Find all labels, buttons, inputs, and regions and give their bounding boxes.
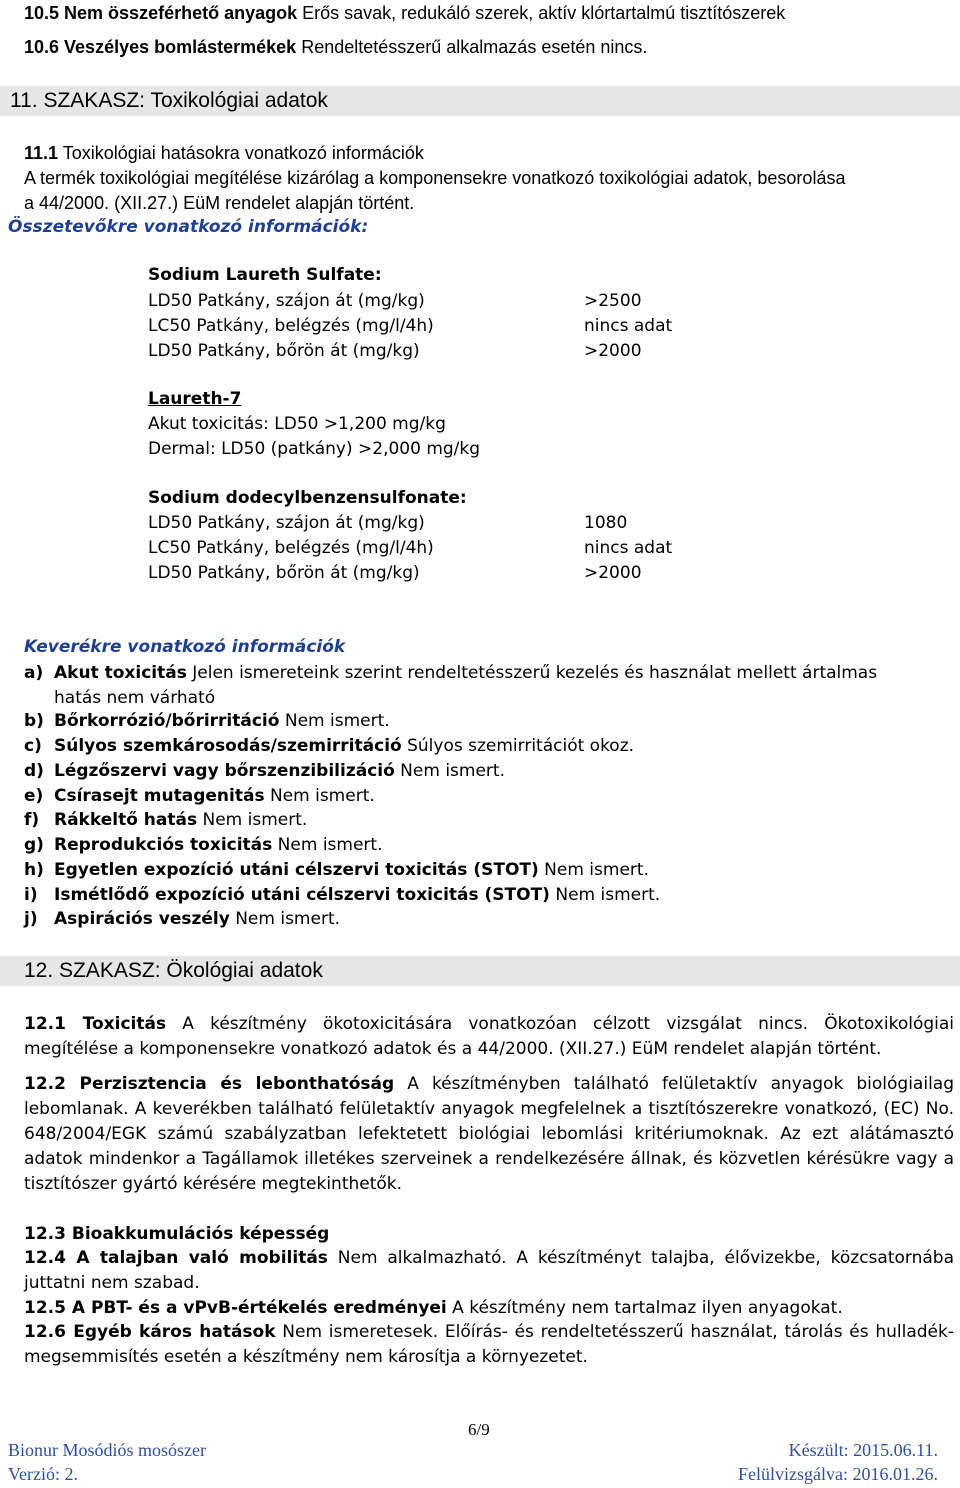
mixture-item-j: j) Aspirációs veszély Nem ismert.: [24, 909, 341, 929]
mixture-item-f: f) Rákkeltő hatás Nem ismert.: [24, 810, 308, 830]
laureth-line-1: Akut toxicitás: LD50 >1,200 mg/kg: [148, 414, 446, 434]
footer-revised: Felülvizsgálva: 2016.01.26.: [738, 1464, 938, 1484]
intro-line-1: A termék toxikológiai megítélése kizárólag a komponensekre vonatkozó toxikológiai adatok, besorolása: [24, 168, 846, 188]
section-11-header: 11. SZAKASZ: Toxikológiai adatok: [10, 89, 328, 112]
sls-title: Sodium Laureth Sulfate:: [148, 265, 382, 285]
footer-product: Bionur Mosódiós mosószer: [8, 1440, 206, 1460]
section-12-header-bar: [0, 956, 960, 986]
components-heading: Összetevőkre vonatkozó információk:: [8, 217, 369, 237]
item-10-6: 10.6 Veszélyes bomlástermékek Rendeltetésszerű alkalmazás esetén nincs.: [24, 37, 648, 57]
mixture-item-h: h) Egyetlen expozíció utáni célszervi toxicitás (STOT) Nem ismert.: [24, 860, 649, 880]
paragraph-12-3: 12.3 Bioakkumulációs képesség: [24, 1224, 330, 1244]
paragraph-12-5: 12.5 A PBT- és a vPvB-értékelés eredményei A készítmény nem tartalmaz ilyen anyagokat.: [24, 1298, 843, 1318]
mixture-heading: Keverékre vonatkozó információk: [24, 637, 346, 657]
footer-version: Verzió: 2.: [8, 1464, 78, 1484]
mixture-item-i: i) Ismétlődő expozíció utáni célszervi toxicitás (STOT) Nem ismert.: [24, 885, 661, 905]
mixture-item-d: d) Légzőszervi vagy bőrszenzibilizáció Nem ismert.: [24, 761, 505, 781]
laureth-title: Laureth-7: [148, 389, 242, 409]
subsection-11-1-title: 11.1 Toxikológiai hatásokra vonatkozó információk: [24, 143, 424, 163]
sdbs-title: Sodium dodecylbenzensulfonate:: [148, 488, 467, 508]
laureth-line-2: Dermal: LD50 (patkány) >2,000 mg/kg: [148, 439, 481, 459]
section-11-header-bar: [0, 86, 960, 116]
mixture-item-b: b) Bőrkorrózió/bőrirritáció Nem ismert.: [24, 711, 390, 731]
paragraph-12-4: 12.4 A talajban való mobilitás Nem alkalmazható. A készítményt talajba, élővizekbe, közcsatornába juttatni nem szabad.: [24, 1248, 954, 1293]
document-page: 10.5 Nem összeférhető anyagok Erős savak, redukáló szerek, aktív klórtartalmú tisztítószerek 10.6 Veszélyes bomlástermékek Rendeltetésszerű alkalmazás esetén nincs. 11. SZAKASZ: Toxikológiai adatok 11.1 Toxikológiai hatásokra vonatkozó információk A termék toxikológiai megítélése kizárólag a komponensekre vonatkozó toxikológiai adatok, besorolása a 44/2000. (XII.27.) EüM rendelet alapján történt. Összetevőkre vonatkozó információk: Sodium Laureth Sulfate: LD50 Patkány, szájon át (mg/kg) >2500 LC50 Patkány, belégzés (mg/l/4h) nincs adat LD50 Patkány, bőrön át (mg/kg) >2000 Laureth-7 Akut toxicitás: LD50 >1,200 mg/kg Dermal: LD50 (patkány) >2,000 mg/kg Sodium dodecylbenzensulfonate: LD50 Patkány, szájon át (mg/kg) 1080 LC50 Patkány, belégzés (mg/l/4h) nincs adat LD50 Patkány, bőrön át (mg/kg) >2000 Keverékre vonatkozó információk a) Akut toxicitás Jelen ismereteink szerint rendeltetésszerű kezelés és használat mellett ártalmas hatás nem várható b) Bőrkorrózió/bőrirritáció Nem ismert. c) Súlyos szemkárosodás/szemirritáció Súlyos szemirritációt okoz. d) Légzőszervi vagy bőrszenzibilizáció Nem ismert. e) Csírasejt mutagenitás Nem ismert. f) Rákkeltő hatás Nem ismert. g) Reprodukciós toxicitás Nem ismert. h) Egyetlen expozíció utáni célszervi toxicitás (STOT) Nem ismert. i) Ismétlődő expozíció utáni célszervi toxicitás (STOT) Nem ismert. j) Aspirációs veszély Nem ismert. 12. SZAKASZ: Ökológiai adatok 12.1 Toxicitás A készítmény ökotoxicitására vonatkozóan célzott vizsgálat nincs. Ökotoxikológiai megítélése a komponensekre vonatkozó adatok és a 44/2000. (XII.27.) EüM rendelet alapján történt. 12.2 Perzisztencia és lebonthatóság A készítményben található felületaktív anyagok biológiailag lebomlanak. A keverékben található felületaktív anyagok megfelelnek a tisztítószerekre vonatkozó, (EC) No. 648/2004/EGK számú szabályzatban lefektetett biológiai lebomlási kritériumoknak. Az ezt alátámasztó adatok mindenkor a Tagállamok illetékes szerveinek a rendelkezésére állnak, és közvetlen kérésükre vagy a tisztítószer gyártó kérésére megtekinthetők. 12.3 Bioakkumulációs képesség 12.4 A talajban való mobilitás Nem alkalmazható. A készítményt talajba, élővizekbe, közcsatornába juttatni nem szabad. 12.5 A PBT- és a vPvB-értékelés eredményei A készítmény nem tartalmaz ilyen anyagokat. 12.6 Egyéb káros hatások Nem ismeretesek. Előírás- és rendeltetésszerű használat, tárolás és hulladék-megsemmisítés esetén a készítmény nem károsítja a környezetet. 6/9 Bionur Mosódiós mosószer Verzió: 2. Készült: 2015.06.11. Felülvizsgálva: 2016.01.26.: [0, 0, 960, 1488]
mixture-item-c: c) Súlyos szemkárosodás/szemirritáció Súlyos szemirritációt okoz.: [24, 736, 635, 756]
paragraph-12-6: 12.6 Egyéb káros hatások Nem ismeretesek. Előírás- és rendeltetésszerű használat, tárolás és hulladék-megsemmisítés esetén a készítmény nem károsítja a környezetet.: [24, 1322, 954, 1367]
section-12-header: 12. SZAKASZ: Ökológiai adatok: [24, 959, 323, 982]
page-number: 6/9: [468, 1420, 490, 1439]
mixture-item-a: a) Akut toxicitás Jelen ismereteink szerint rendeltetésszerű kezelés és használat mellett ártalmas hatás nem várható: [24, 663, 878, 708]
mixture-item-e: e) Csírasejt mutagenitás Nem ismert.: [24, 786, 375, 806]
footer-created: Készült: 2015.06.11.: [788, 1440, 938, 1460]
mixture-item-g: g) Reprodukciós toxicitás Nem ismert.: [24, 835, 383, 855]
intro-line-2: a 44/2000. (XII.27.) EüM rendelet alapján történt.: [24, 193, 415, 213]
paragraph-12-1: 12.1 Toxicitás A készítmény ökotoxicitására vonatkozóan célzott vizsgálat nincs. Ökotoxikológiai megítélése a komponensekre vonatkozó adatok és a 44/2000. (XII.27.) EüM rendelet alapján történt.: [24, 1014, 954, 1059]
paragraph-12-2: 12.2 Perzisztencia és lebonthatóság A készítményben található felületaktív anyagok biológiailag lebomlanak. A keverékben található felületaktív anyagok megfelelnek a tisztítószerekre vonatkozó, (EC) No. 648/2004/EGK számú szabályzatban lefektetett biológiai lebomlási kritériumoknak. Az ezt alátámasztó adatok mindenkor a Tagállamok illetékes szerveinek a rendelkezésére állnak, és közvetlen kérésükre vagy a tisztítószer gyártó kérésére megtekinthetők.: [24, 1074, 954, 1194]
item-10-5: 10.5 Nem összeférhető anyagok Erős savak, redukáló szerek, aktív klórtartalmú tisztítószerek: [24, 3, 786, 23]
